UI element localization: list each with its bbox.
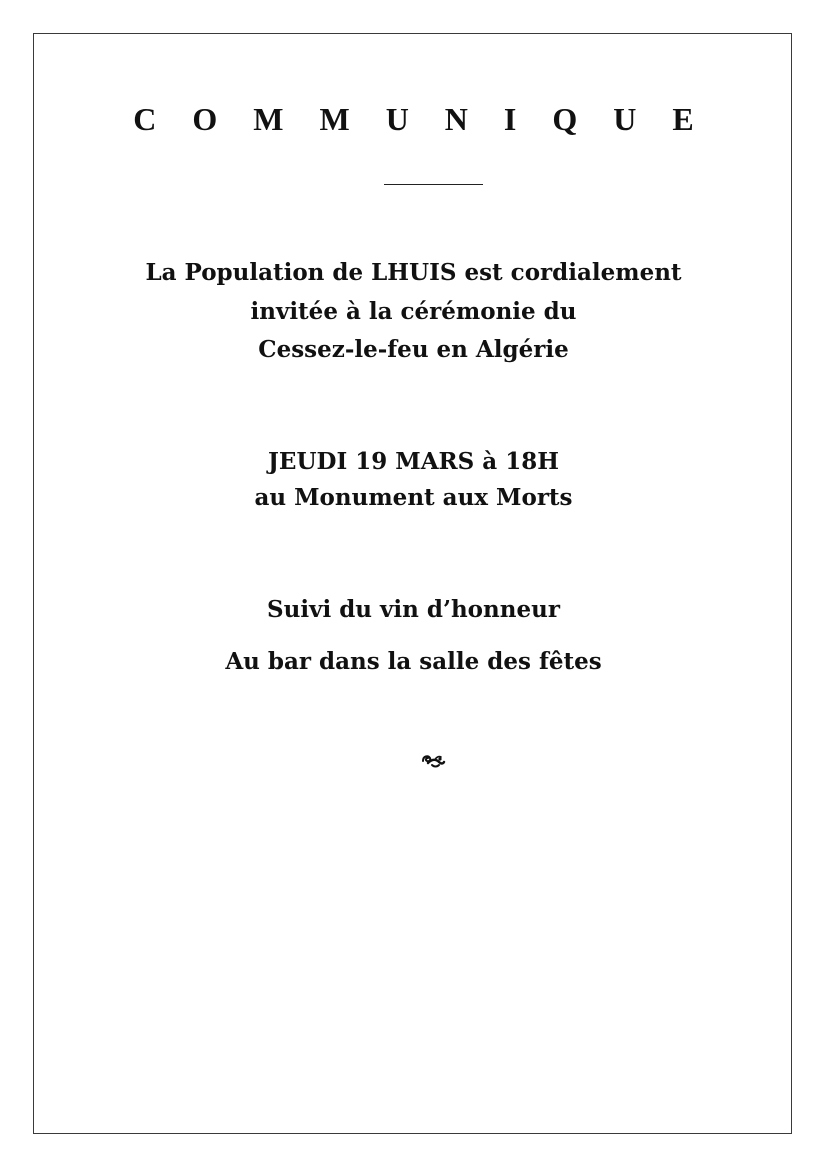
invitation-line: Cessez-le-feu en Algérie (258, 336, 569, 363)
invitation-line: invitée à la cérémonie du (250, 297, 577, 325)
event-location-line: au Monument aux Morts (254, 484, 573, 511)
invitation-text (33, 254, 794, 370)
title-underline (384, 184, 483, 185)
invitation-line: La Population de LHUIS est cordialement (145, 259, 682, 286)
event-date-line: JEUDI 19 MARS à 18H (268, 448, 559, 475)
fleuron-icon (420, 750, 446, 770)
event-details (33, 444, 794, 516)
page-border (33, 33, 792, 1134)
document-title: C O M M U N I Q U E (133, 101, 708, 137)
reception-line: Suivi du vin d’honneur (267, 596, 560, 623)
reception-line: Au bar dans la salle des fêtes (225, 648, 602, 675)
